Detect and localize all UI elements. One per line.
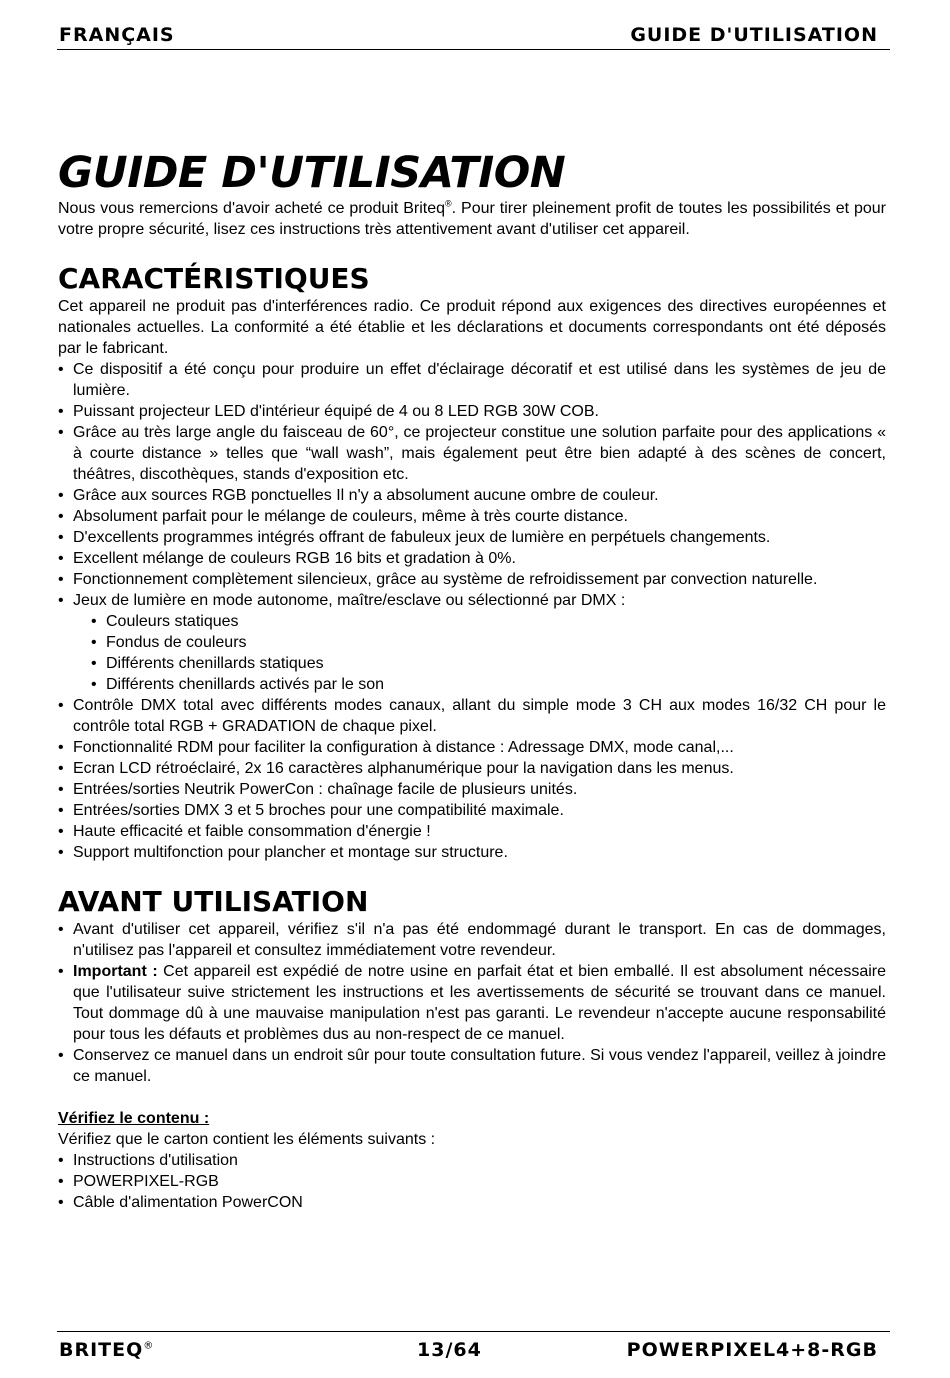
page-body: [58, 148, 886, 1213]
list-item: • Câble d'alimentation PowerCON: [58, 1192, 886, 1213]
list-item: • POWERPIXEL-RGB: [58, 1171, 886, 1192]
important-label: Important :: [73, 963, 158, 980]
features-paragraph: Cet appareil ne produit pas d'interférences radio. Ce produit répond aux exigences des directives européennes et nationales actuelles. La conformité a été établie et les déclarations et documents correspondants ont été déposés par le fabricant.: [58, 298, 886, 357]
list-item: • Entrées/sorties DMX 3 et 5 broches pour une compatibilité maximale.: [58, 800, 886, 821]
list-item: • Avant d'utiliser cet appareil, vérifiez s'il n'a pas été endommagé durant le transport. En cas de dommages, n'utilisez pas l'appareil et consultez immédiatement votre revendeur.: [58, 919, 886, 961]
list-item: • Jeux de lumière en mode autonome, maître/esclave ou sélectionné par DMX :: [58, 590, 886, 611]
list-item: • Haute efficacité et faible consommation d'énergie !: [58, 821, 886, 842]
list-item: • Grâce au très large angle du faisceau de 60°, ce projecteur constitue une solution parfaite pour des applications « à courte distance » telles que “wall wash”, mais également peut être bien adapté à des scènes de concert, théâtres, discothèques, stands d'exposition etc.: [58, 422, 886, 485]
features-list: [58, 359, 886, 611]
footer-brand: BRITEQ®: [59, 1339, 155, 1361]
list-item: • Contrôle DMX total avec différents modes canaux, allant du simple mode 3 CH aux modes 16/32 CH pour le contrôle total RGB + GRADATION de chaque pixel.: [58, 695, 886, 737]
page-title: GUIDE D'UTILISATION: [58, 148, 566, 198]
contents-text: Vérifiez que le carton contient les éléments suivants :: [58, 1131, 436, 1148]
contents-list: [58, 1150, 886, 1213]
list-item: • Fonctionnalité RDM pour faciliter la configuration à distance : Adressage DMX, mode canal,...: [58, 737, 886, 758]
sub-list-item: • Différents chenillards statiques: [91, 653, 886, 674]
before-use-list: [58, 919, 886, 1087]
list-item: • Conservez ce manuel dans un endroit sûr pour toute consultation future. Si vous vendez l'appareil, veillez à joindre ce manuel.: [58, 1045, 886, 1087]
contents-heading: Vérifiez le contenu :: [58, 1110, 210, 1127]
list-item: • Ce dispositif a été conçu pour produire un effet d'éclairage décoratif et est utilisé dans les systèmes de jeu de lumière.: [58, 359, 886, 401]
list-item: • Instructions d'utilisation: [58, 1150, 886, 1171]
list-item: • Support multifonction pour plancher et montage sur structure.: [58, 842, 886, 863]
before-use-heading: AVANT UTILISATION: [58, 885, 369, 918]
features-heading: CARACTÉRISTIQUES: [58, 262, 370, 295]
list-item: • Ecran LCD rétroéclairé, 2x 16 caractères alphanumérique pour la navigation dans les menus.: [58, 758, 886, 779]
page-number: 13/64: [417, 1339, 482, 1361]
features-sublist: [58, 611, 886, 695]
page-footer: [57, 1331, 890, 1361]
list-item: • Important : Cet appareil est expédié de notre usine en parfait état et bien emballé. Il est absolument nécessaire que l'utilisateur suive strictement les instructions et les avertissements de sécurité se trouvant dans ce manuel. Tout dommage dû à une mauvaise manipulation n'est pas garanti. Le revendeur n'accepte aucune responsabilité pour tous les défauts et problèmes dus au non-respect de ce manuel.: [58, 961, 886, 1045]
sub-list-item: • Couleurs statiques: [91, 611, 886, 632]
footer-model: POWERPIXEL4+8-RGB: [626, 1339, 878, 1361]
registered-mark: ®: [445, 198, 452, 209]
sub-list-item: • Différents chenillards activés par le son: [91, 674, 886, 695]
intro-paragraph: Nous vous remercions d'avoir acheté ce produit Briteq®. Pour tirer pleinement profit de toutes les possibilités et pour votre propre sécurité, lisez ces instructions très attentivement avant d'utiliser cet appareil.: [58, 198, 886, 238]
page-header: [57, 20, 890, 50]
list-item: • Entrées/sorties Neutrik PowerCon : chaînage facile de plusieurs unités.: [58, 779, 886, 800]
footer-registered-mark: ®: [143, 1340, 155, 1352]
sub-list-item: • Fondus de couleurs: [91, 632, 886, 653]
list-item: • Puissant projecteur LED d'intérieur équipé de 4 ou 8 LED RGB 30W COB.: [58, 401, 886, 422]
header-language: FRANÇAIS: [59, 24, 175, 46]
header-title: GUIDE D'UTILISATION: [630, 24, 878, 46]
list-item: • Grâce aux sources RGB ponctuelles Il n'y a absolument aucune ombre de couleur.: [58, 485, 886, 506]
list-item: • Fonctionnement complètement silencieux, grâce au système de refroidissement par convection naturelle.: [58, 569, 886, 590]
list-item: • Absolument parfait pour le mélange de couleurs, même à très courte distance.: [58, 506, 886, 527]
list-item: • D'excellents programmes intégrés offrant de fabuleux jeux de lumière en perpétuels changements.: [58, 527, 886, 548]
features-list-continued: [58, 695, 886, 863]
list-item: • Excellent mélange de couleurs RGB 16 bits et gradation à 0%.: [58, 548, 886, 569]
